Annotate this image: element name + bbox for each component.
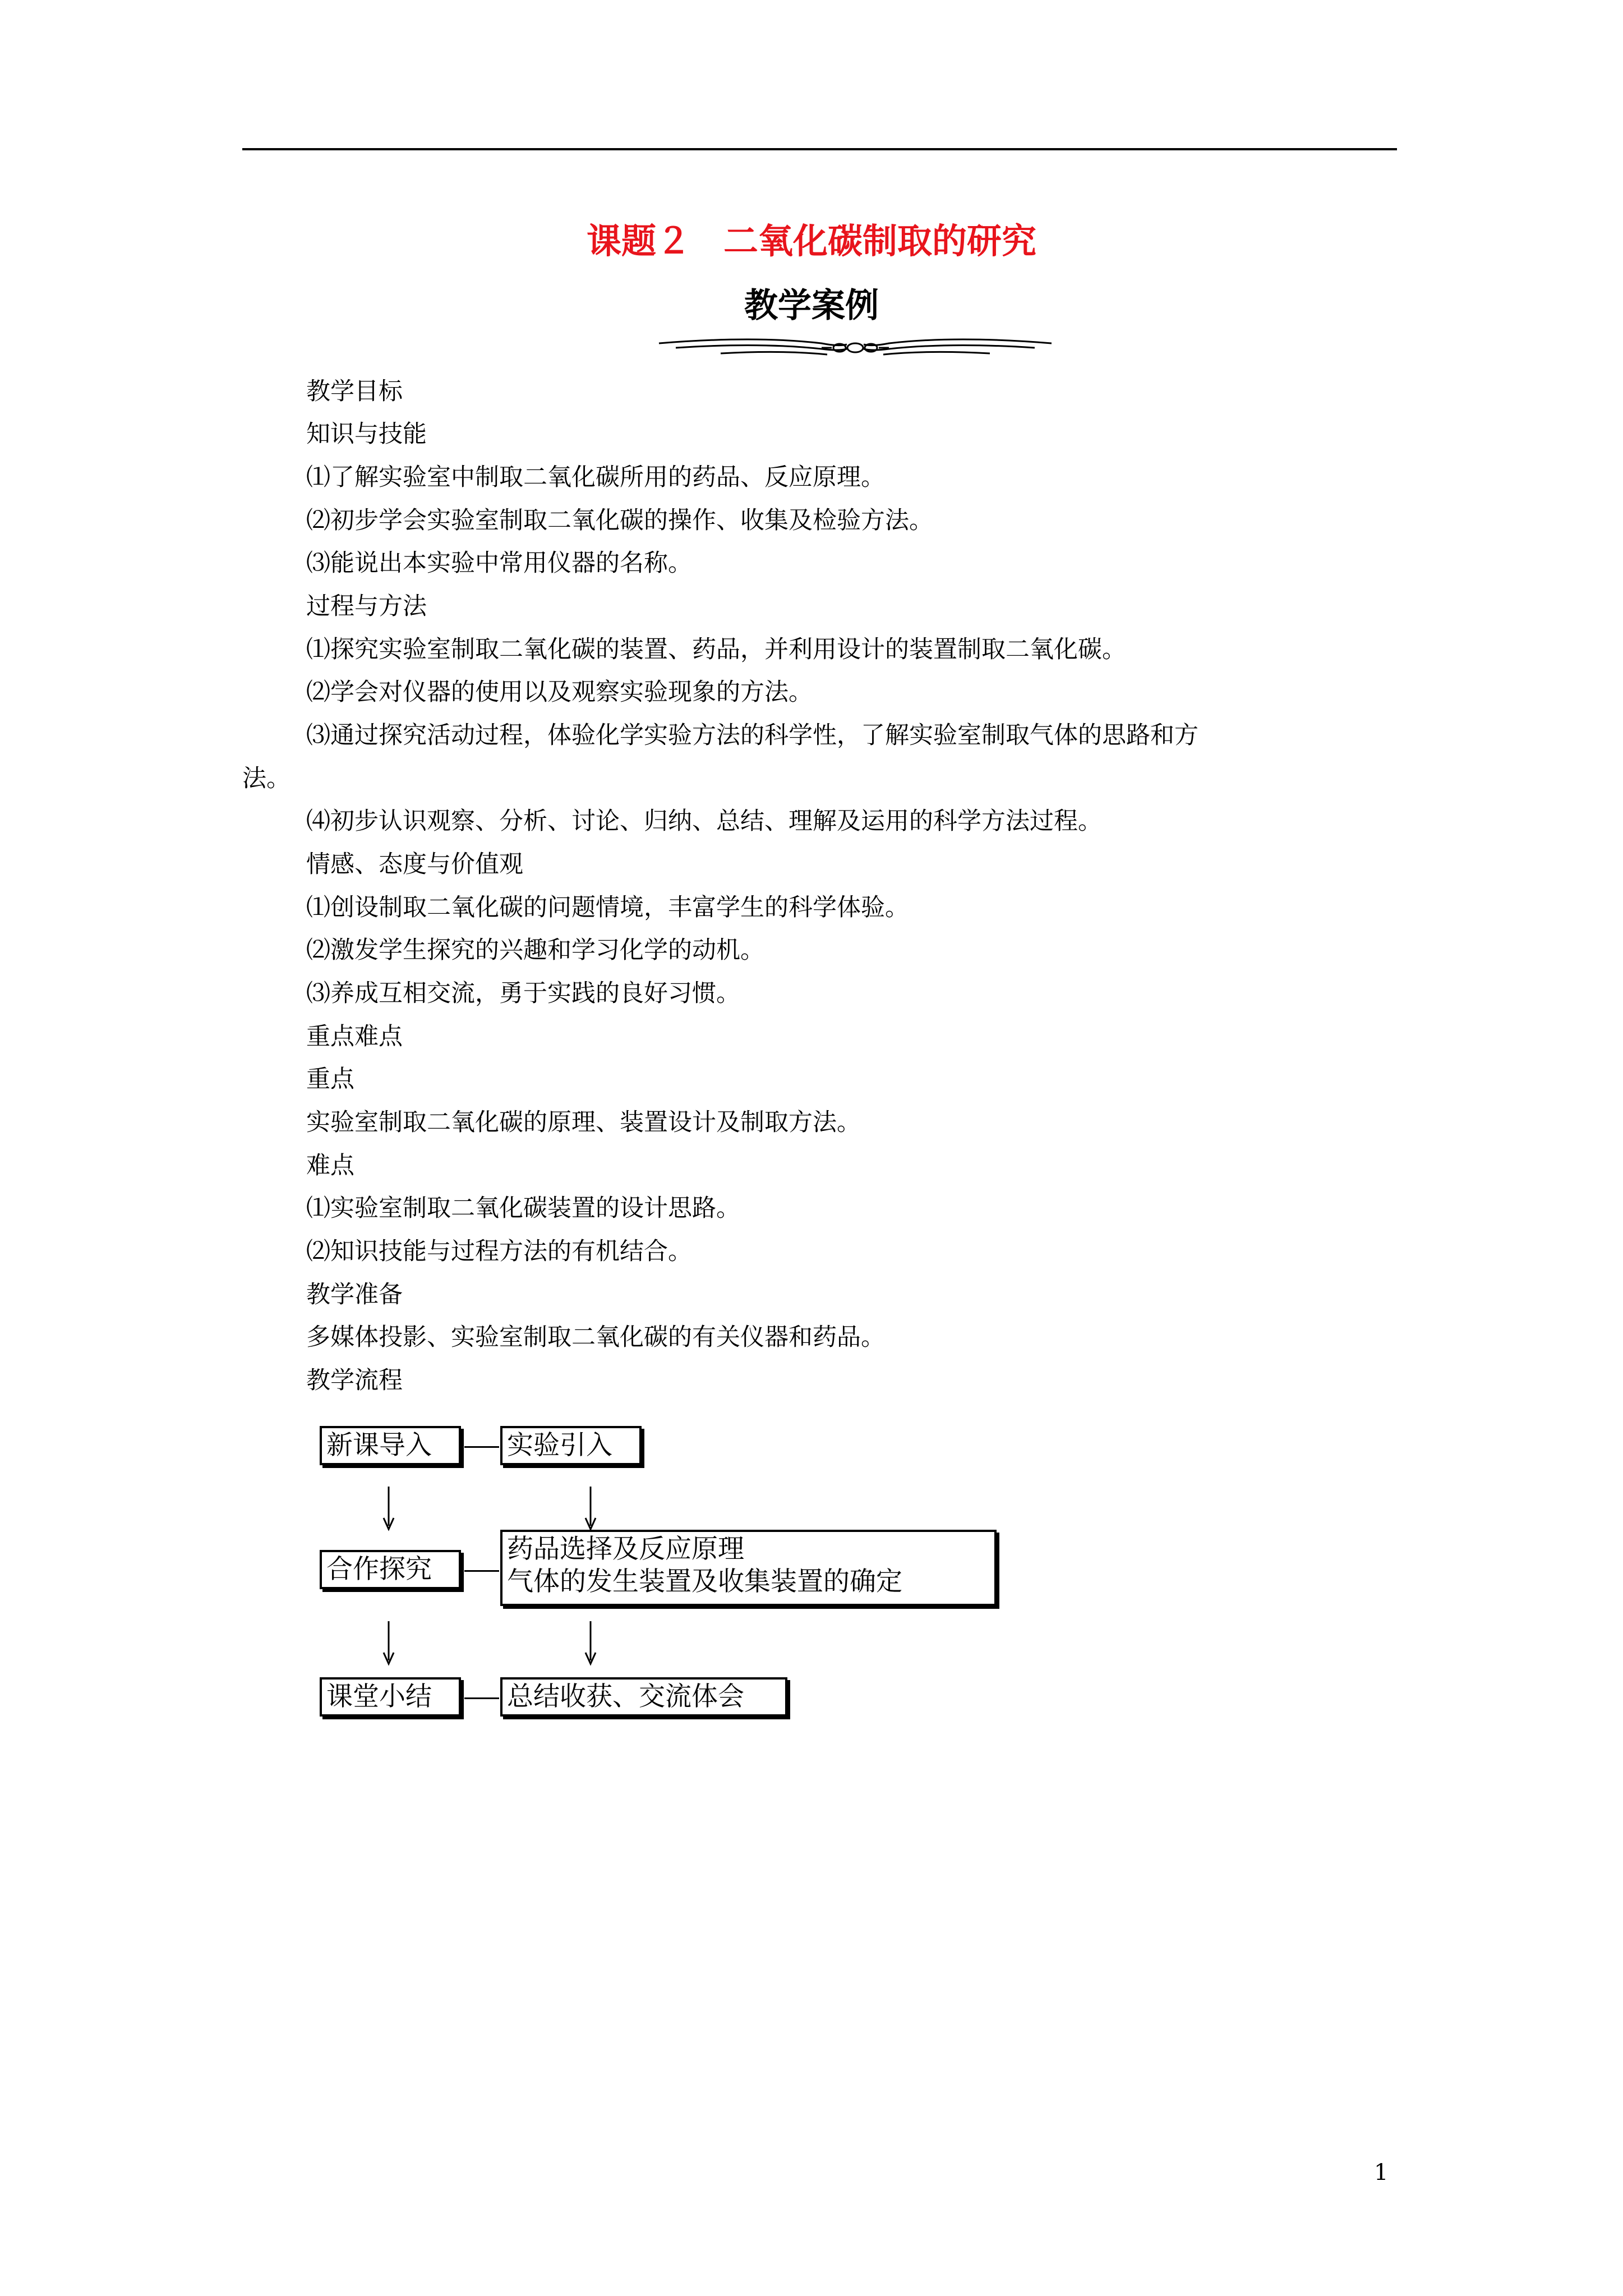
flow-connector bbox=[464, 1697, 499, 1699]
flow-box-intro: 新课导入 bbox=[320, 1426, 461, 1465]
flow-box-experiment-intro: 实验引入 bbox=[500, 1426, 642, 1465]
flow-arrow-down bbox=[581, 1487, 600, 1531]
process-item: ⑴探究实验室制取二氧化碳的装置、药品，并利用设计的装置制取二氧化碳。 bbox=[306, 636, 1126, 664]
difficult-item: ⑴实验室制取二氧化碳装置的设计思路。 bbox=[306, 1194, 740, 1222]
flow-connector bbox=[464, 1570, 499, 1572]
title-number: 课题２ bbox=[586, 220, 691, 261]
attitude-item: ⑶养成互相交流，勇于实践的良好习惯。 bbox=[306, 979, 740, 1007]
key-difficult-heading: 重点难点 bbox=[306, 1023, 403, 1051]
ornament-divider bbox=[653, 331, 1057, 362]
page-title bbox=[0, 216, 1623, 266]
knowledge-item: ⑵初步学会实验室制取二氧化碳的操作、收集及检验方法。 bbox=[306, 507, 933, 535]
section-subtitle: 教学案例 bbox=[744, 286, 879, 325]
knowledge-heading: 知识与技能 bbox=[306, 420, 427, 448]
attitude-heading: 情感、态度与价值观 bbox=[306, 850, 523, 878]
prep-text: 多媒体投影、实验室制取二氧化碳的有关仪器和药品。 bbox=[306, 1323, 885, 1351]
process-heading: 过程与方法 bbox=[306, 592, 427, 620]
flow-connector bbox=[464, 1446, 499, 1448]
flow-arrow-down bbox=[581, 1621, 600, 1666]
knowledge-item: ⑴了解实验室中制取二氧化碳所用的药品、反应原理。 bbox=[306, 463, 885, 491]
process-item: ⑵学会对仪器的使用以及观察实验现象的方法。 bbox=[306, 678, 813, 706]
flow-box-summary: 课堂小结 bbox=[320, 1677, 461, 1717]
flow-box-inquiry: 合作探究 bbox=[320, 1550, 461, 1589]
prep-heading: 教学准备 bbox=[306, 1281, 403, 1309]
header-rule bbox=[242, 148, 1397, 150]
key-heading: 重点 bbox=[306, 1065, 354, 1093]
key-text: 实验室制取二氧化碳的原理、装置设计及制取方法。 bbox=[306, 1108, 861, 1137]
knowledge-item: ⑶能说出本实验中常用仪器的名称。 bbox=[306, 549, 692, 577]
title-text: 二氧化碳制取的研究 bbox=[723, 220, 1037, 261]
process-item-continued: 法。 bbox=[242, 765, 291, 793]
attitude-item: ⑴创设制取二氧化碳的问题情境，丰富学生的科学体验。 bbox=[306, 894, 909, 922]
attitude-item: ⑵激发学生探究的兴趣和学习化学的动机。 bbox=[306, 936, 764, 964]
process-item: ⑶通过探究活动过程，体验化学实验方法的科学性，了解实验室制取气体的思路和方 bbox=[306, 721, 1198, 749]
difficult-item: ⑵知识技能与过程方法的有机结合。 bbox=[306, 1237, 692, 1266]
flow-box-inquiry-details bbox=[500, 1530, 997, 1606]
page-number: 1 bbox=[1374, 2160, 1389, 2185]
objectives-heading: 教学目标 bbox=[306, 378, 403, 406]
process-item: ⑷初步认识观察、分析、讨论、归纳、总结、理解及运用的科学方法过程。 bbox=[306, 807, 1102, 835]
flow-arrow-down bbox=[379, 1487, 398, 1531]
flow-arrow-down bbox=[379, 1621, 398, 1666]
flow-detail-line: 药品选择及反应原理 bbox=[507, 1534, 744, 1565]
flow-box-summary-details: 总结收获、交流体会 bbox=[500, 1677, 787, 1717]
flow-heading: 教学流程 bbox=[306, 1366, 403, 1395]
difficult-heading: 难点 bbox=[306, 1152, 354, 1180]
flow-detail-line: 气体的发生装置及收集装置的确定 bbox=[507, 1566, 902, 1597]
